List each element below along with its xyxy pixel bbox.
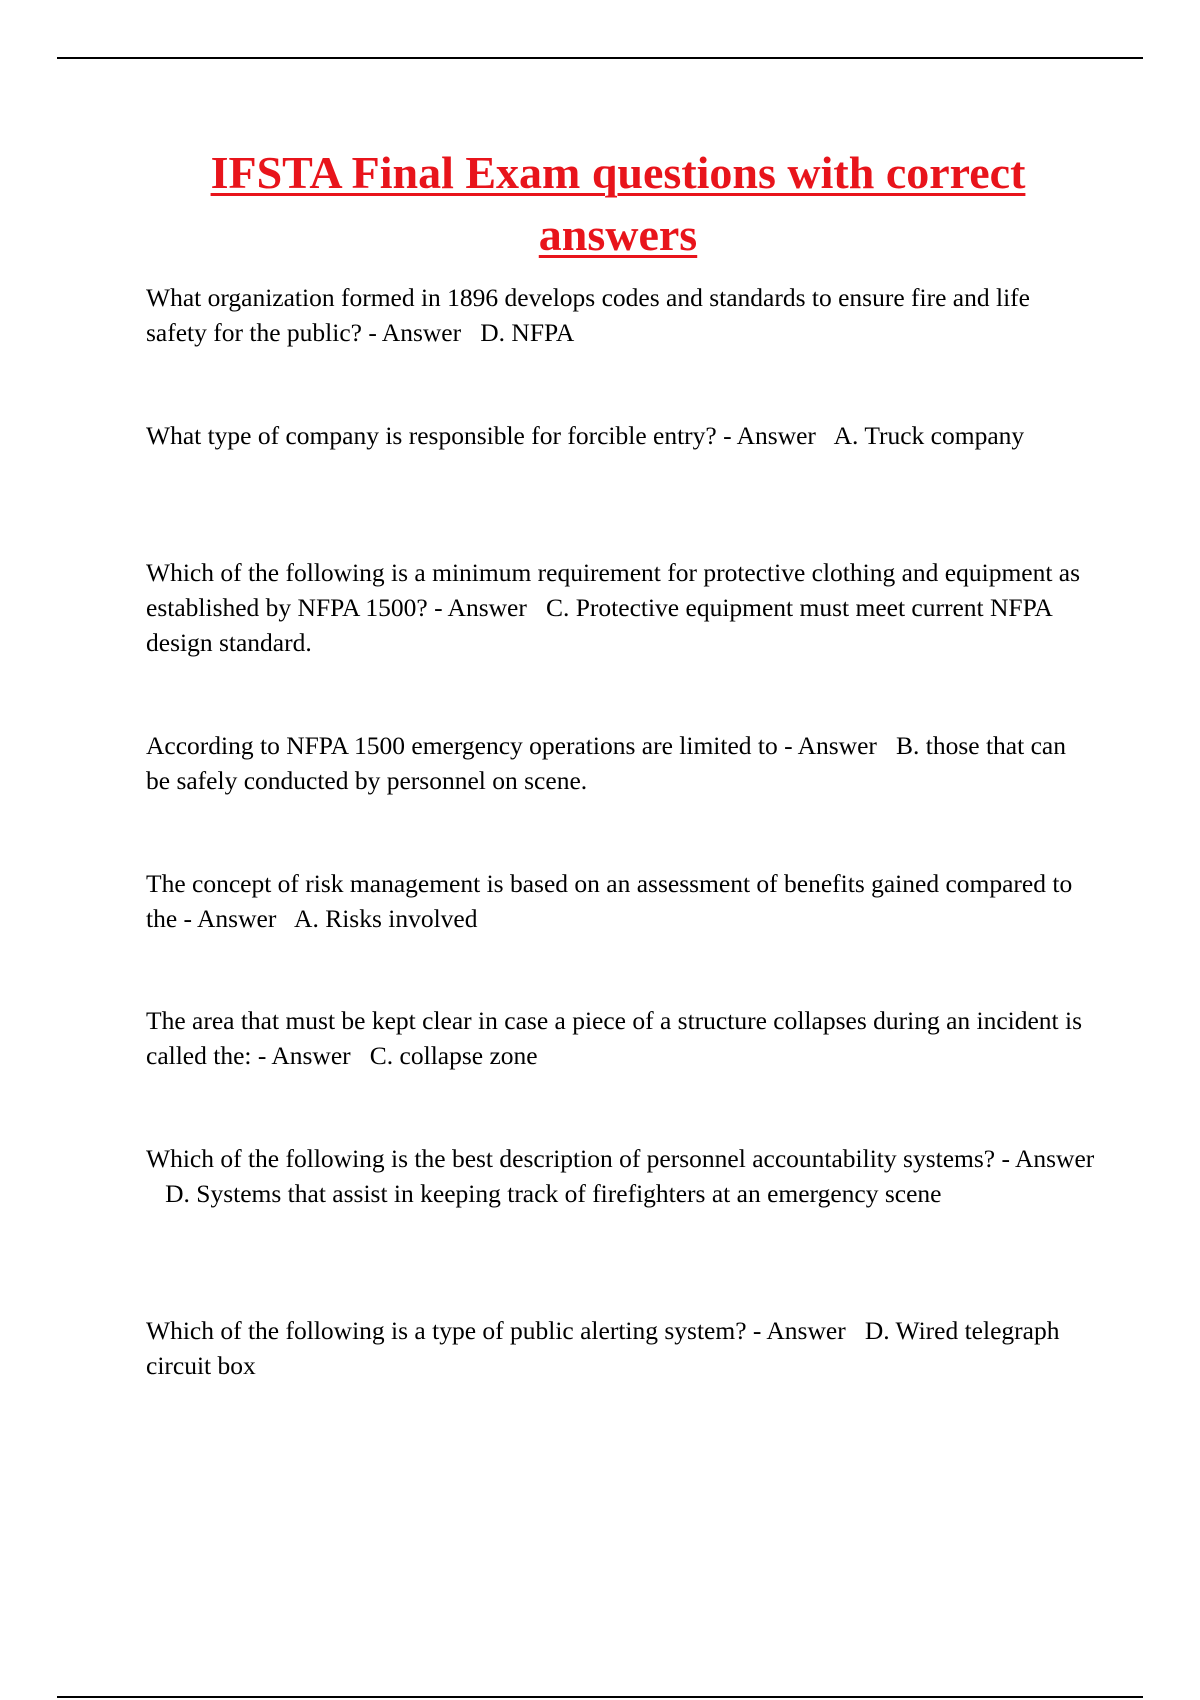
question-text: The area that must be kept clear in case a piece of a structure collapses during an incident is called the: xyxy=(146,1006,1083,1070)
answer-label: - Answer xyxy=(752,1316,846,1345)
question-text: The concept of risk management is based on an assessment of benefits gained compared to the xyxy=(146,869,1073,933)
qa-item-1 xyxy=(146,280,1096,350)
answer-label: - Answer xyxy=(368,318,462,347)
qa-item-7 xyxy=(146,1141,1096,1211)
answer-text: C. collapse zone xyxy=(369,1041,538,1070)
answer-text: A. Truck company xyxy=(833,421,1025,450)
question-text: Which of the following is the best description of personnel accountability systems? xyxy=(146,1144,996,1173)
answer-text: D. Wired telegraph circuit box xyxy=(146,1316,1060,1380)
question-text: What type of company is responsible for forcible entry? xyxy=(146,421,717,450)
answer-label: - Answer xyxy=(434,593,527,622)
top-rule xyxy=(57,57,1143,59)
answer-text: D. NFPA xyxy=(480,318,575,347)
answer-label: - Answer xyxy=(257,1041,351,1070)
qa-item-8 xyxy=(146,1313,1096,1383)
qa-item-6 xyxy=(146,1003,1096,1073)
question-text: Which of the following is a minimum requirement for protective clothing and equipment as established by NFPA 1500? xyxy=(146,558,1081,622)
answer-text: C. Protective equipment must meet current NFPA design standard. xyxy=(146,593,1052,657)
question-text: According to NFPA 1500 emergency operations are limited to xyxy=(146,731,778,760)
answer-label: - Answer xyxy=(723,421,816,450)
answer-label: - Answer xyxy=(1001,1144,1095,1173)
bottom-rule xyxy=(57,1696,1143,1698)
qa-item-3 xyxy=(146,555,1096,660)
answer-label: - Answer xyxy=(183,904,277,933)
qa-item-5 xyxy=(146,866,1096,936)
document-title: IFSTA Final Exam questions with correct answers xyxy=(210,147,1026,260)
question-text: What organization formed in 1896 develops codes and standards to ensure fire and life safety for the public? xyxy=(146,283,1030,347)
answer-label: - Answer xyxy=(784,731,877,760)
answer-text: A. Risks involved xyxy=(294,904,478,933)
qa-item-4 xyxy=(146,728,1096,798)
answer-text: B. those that can be safely conducted by personnel on scene. xyxy=(146,731,1066,795)
qa-item-2 xyxy=(146,418,1096,453)
question-text: Which of the following is a type of public alerting system? xyxy=(146,1316,747,1345)
answer-text: D. Systems that assist in keeping track of firefighters at an emergency scene xyxy=(165,1179,942,1208)
